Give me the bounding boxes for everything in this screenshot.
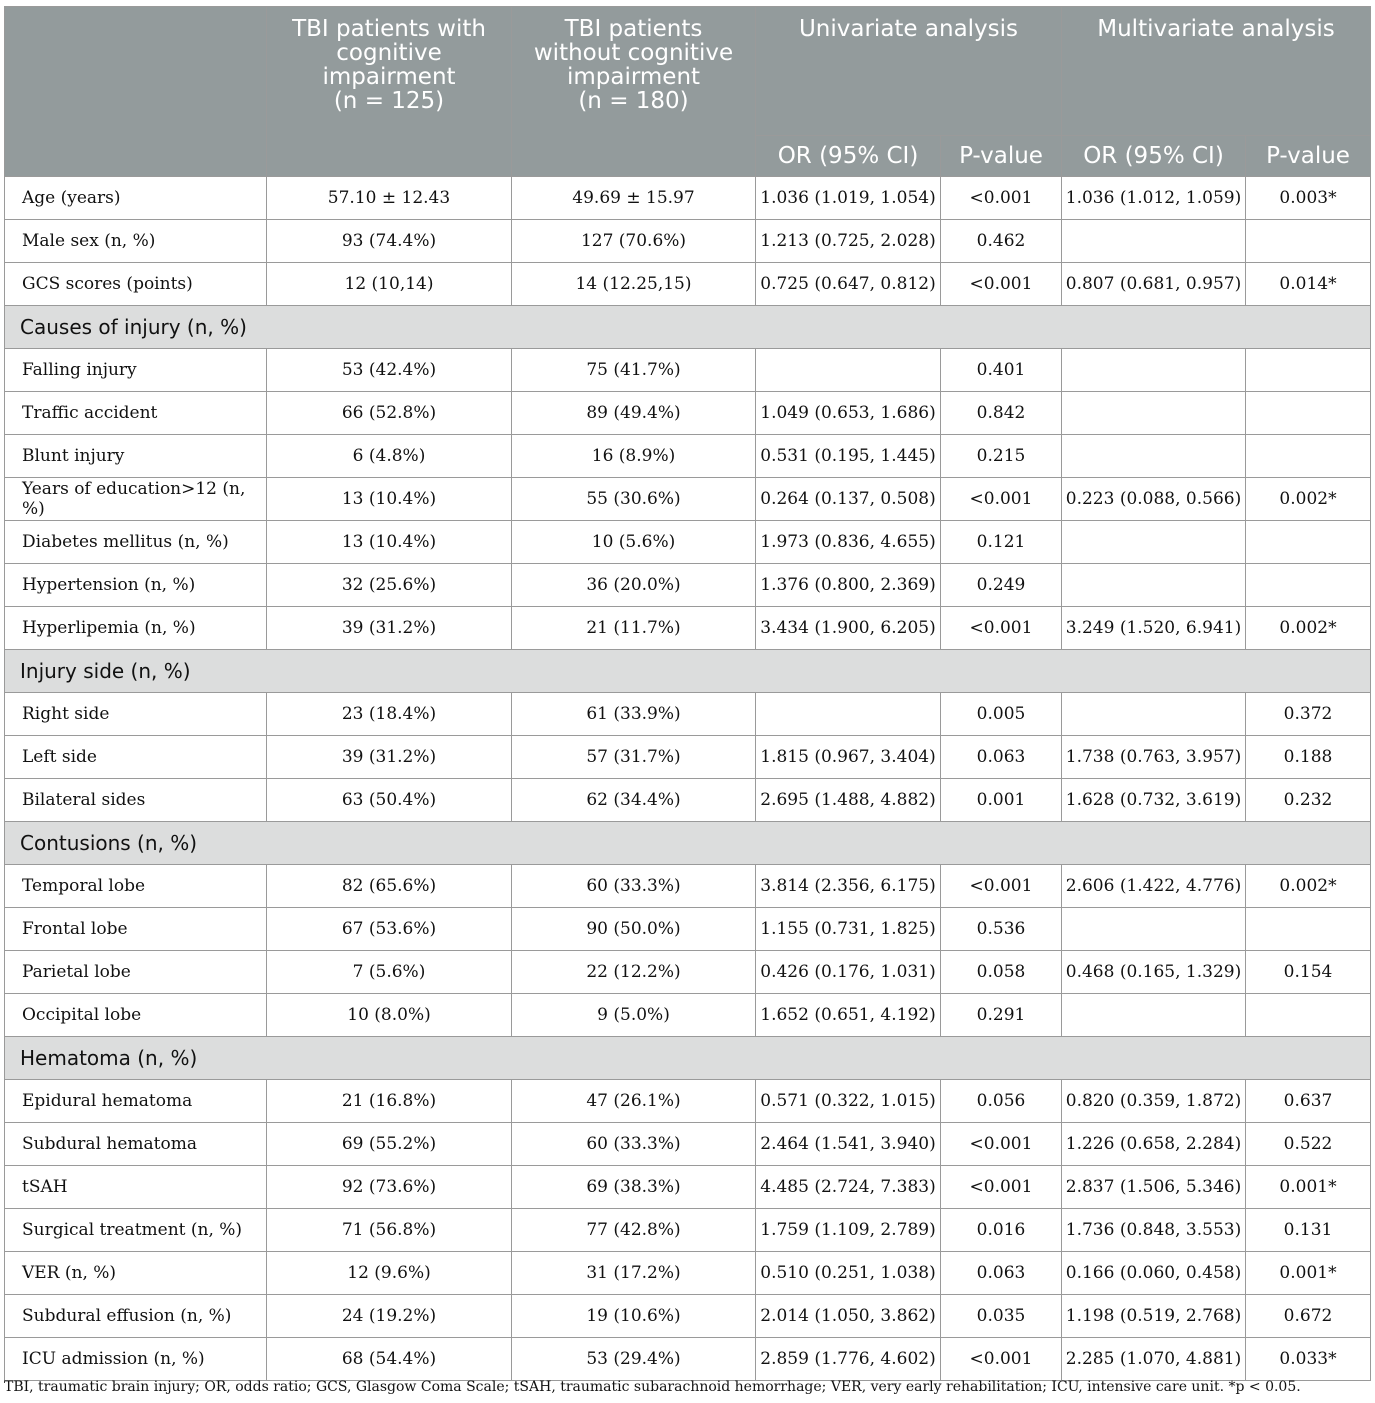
header-univariate-p: P-value xyxy=(941,136,1062,177)
multivariate-or-cell xyxy=(1062,693,1246,736)
multivariate-p-cell: 0.002* xyxy=(1246,478,1371,521)
univariate-p-cell: 0.005 xyxy=(941,693,1062,736)
multivariate-p-cell: 0.001* xyxy=(1246,1166,1371,1209)
section-row xyxy=(5,650,1371,693)
univariate-p-cell: 0.035 xyxy=(941,1295,1062,1338)
multivariate-or-cell xyxy=(1062,435,1246,478)
without-impairment-cell: 9 (5.0%) xyxy=(512,994,756,1037)
table-row xyxy=(5,392,1371,435)
table-row xyxy=(5,779,1371,822)
row-label: Age (years) xyxy=(5,177,267,220)
with-impairment-cell: 39 (31.2%) xyxy=(267,736,512,779)
header-stub xyxy=(5,7,267,177)
header-with-n: (n = 125) xyxy=(333,88,445,114)
without-impairment-cell: 90 (50.0%) xyxy=(512,908,756,951)
with-impairment-cell: 66 (52.8%) xyxy=(267,392,512,435)
row-label: Diabetes mellitus (n, %) xyxy=(5,521,267,564)
with-impairment-cell: 39 (31.2%) xyxy=(267,607,512,650)
multivariate-or-cell: 0.468 (0.165, 1.329) xyxy=(1062,951,1246,994)
univariate-or-cell: 0.531 (0.195, 1.445) xyxy=(756,435,941,478)
univariate-or-cell: 1.049 (0.653, 1.686) xyxy=(756,392,941,435)
univariate-or-cell: 1.759 (1.109, 2.789) xyxy=(756,1209,941,1252)
header-without-impairment xyxy=(512,7,756,177)
multivariate-p-cell xyxy=(1246,220,1371,263)
multivariate-p-cell: 0.372 xyxy=(1246,693,1371,736)
header-without-line2: without cognitive xyxy=(533,40,734,66)
univariate-p-cell: 0.249 xyxy=(941,564,1062,607)
multivariate-or-cell: 2.606 (1.422, 4.776) xyxy=(1062,865,1246,908)
table-row xyxy=(5,177,1371,220)
univariate-p-cell: 0.121 xyxy=(941,521,1062,564)
row-label: Epidural hematoma xyxy=(5,1080,267,1123)
table-row xyxy=(5,349,1371,392)
univariate-p-cell: <0.001 xyxy=(941,478,1062,521)
with-impairment-cell: 32 (25.6%) xyxy=(267,564,512,607)
row-label: Traffic accident xyxy=(5,392,267,435)
multivariate-p-cell: 0.188 xyxy=(1246,736,1371,779)
row-label: Hyperlipemia (n, %) xyxy=(5,607,267,650)
row-label: Frontal lobe xyxy=(5,908,267,951)
with-impairment-cell: 57.10 ± 12.43 xyxy=(267,177,512,220)
with-impairment-cell: 23 (18.4%) xyxy=(267,693,512,736)
section-heading-causes: Causes of injury (n, %) xyxy=(5,306,1371,349)
header-multivariate-or: OR (95% CI) xyxy=(1062,136,1246,177)
multivariate-or-cell: 1.198 (0.519, 2.768) xyxy=(1062,1295,1246,1338)
table-row xyxy=(5,564,1371,607)
with-impairment-cell: 93 (74.4%) xyxy=(267,220,512,263)
without-impairment-cell: 47 (26.1%) xyxy=(512,1080,756,1123)
row-label: Occipital lobe xyxy=(5,994,267,1037)
univariate-p-cell: 0.291 xyxy=(941,994,1062,1037)
multivariate-or-cell: 0.166 (0.060, 0.458) xyxy=(1062,1252,1246,1295)
with-impairment-cell: 53 (42.4%) xyxy=(267,349,512,392)
with-impairment-cell: 71 (56.8%) xyxy=(267,1209,512,1252)
multivariate-p-cell: 0.637 xyxy=(1246,1080,1371,1123)
multivariate-or-cell: 2.285 (1.070, 4.881) xyxy=(1062,1338,1246,1381)
row-label: Blunt injury xyxy=(5,435,267,478)
multivariate-p-cell: 0.002* xyxy=(1246,865,1371,908)
header-with-impairment xyxy=(267,7,512,177)
table-row xyxy=(5,1295,1371,1338)
header-multivariate: Multivariate analysis xyxy=(1062,7,1371,136)
univariate-or-cell: 2.859 (1.776, 4.602) xyxy=(756,1338,941,1381)
row-label: Subdural effusion (n, %) xyxy=(5,1295,267,1338)
multivariate-p-cell: 0.001* xyxy=(1246,1252,1371,1295)
section-row xyxy=(5,1037,1371,1080)
without-impairment-cell: 53 (29.4%) xyxy=(512,1338,756,1381)
row-label: Subdural hematoma xyxy=(5,1123,267,1166)
multivariate-p-cell: 0.154 xyxy=(1246,951,1371,994)
multivariate-p-cell xyxy=(1246,392,1371,435)
table-row xyxy=(5,1166,1371,1209)
multivariate-or-cell: 3.249 (1.520, 6.941) xyxy=(1062,607,1246,650)
table-row xyxy=(5,1080,1371,1123)
header-with-line1: TBI patients with xyxy=(292,16,486,42)
univariate-or-cell: 3.814 (2.356, 6.175) xyxy=(756,865,941,908)
row-label: Years of education>12 (n, %) xyxy=(5,478,267,521)
univariate-p-cell: <0.001 xyxy=(941,1166,1062,1209)
row-label: Hypertension (n, %) xyxy=(5,564,267,607)
univariate-p-cell: <0.001 xyxy=(941,865,1062,908)
without-impairment-cell: 55 (30.6%) xyxy=(512,478,756,521)
univariate-or-cell: 0.725 (0.647, 0.812) xyxy=(756,263,941,306)
with-impairment-cell: 12 (9.6%) xyxy=(267,1252,512,1295)
without-impairment-cell: 127 (70.6%) xyxy=(512,220,756,263)
table-row xyxy=(5,1338,1371,1381)
multivariate-or-cell: 2.837 (1.506, 5.346) xyxy=(1062,1166,1246,1209)
table-row xyxy=(5,1123,1371,1166)
table-row xyxy=(5,865,1371,908)
multivariate-or-cell: 1.226 (0.658, 2.284) xyxy=(1062,1123,1246,1166)
univariate-p-cell: 0.401 xyxy=(941,349,1062,392)
multivariate-p-cell: 0.232 xyxy=(1246,779,1371,822)
univariate-p-cell: 0.063 xyxy=(941,1252,1062,1295)
row-label: VER (n, %) xyxy=(5,1252,267,1295)
multivariate-p-cell xyxy=(1246,435,1371,478)
without-impairment-cell: 36 (20.0%) xyxy=(512,564,756,607)
table-row xyxy=(5,693,1371,736)
table-row xyxy=(5,994,1371,1037)
with-impairment-cell: 21 (16.8%) xyxy=(267,1080,512,1123)
univariate-p-cell: <0.001 xyxy=(941,607,1062,650)
without-impairment-cell: 89 (49.4%) xyxy=(512,392,756,435)
table-row xyxy=(5,435,1371,478)
univariate-p-cell: 0.063 xyxy=(941,736,1062,779)
univariate-or-cell: 1.652 (0.651, 4.192) xyxy=(756,994,941,1037)
univariate-or-cell: 2.014 (1.050, 3.862) xyxy=(756,1295,941,1338)
section-heading-contusions: Contusions (n, %) xyxy=(5,822,1371,865)
multivariate-or-cell: 1.736 (0.848, 3.553) xyxy=(1062,1209,1246,1252)
header-without-n: (n = 180) xyxy=(578,88,689,114)
univariate-p-cell: 0.056 xyxy=(941,1080,1062,1123)
with-impairment-cell: 12 (10,14) xyxy=(267,263,512,306)
univariate-p-cell: <0.001 xyxy=(941,1338,1062,1381)
with-impairment-cell: 13 (10.4%) xyxy=(267,478,512,521)
with-impairment-cell: 24 (19.2%) xyxy=(267,1295,512,1338)
header-without-line3: impairment xyxy=(566,64,701,90)
with-impairment-cell: 7 (5.6%) xyxy=(267,951,512,994)
univariate-or-cell: 2.695 (1.488, 4.882) xyxy=(756,779,941,822)
multivariate-p-cell: 0.002* xyxy=(1246,607,1371,650)
univariate-p-cell: 0.016 xyxy=(941,1209,1062,1252)
univariate-or-cell: 1.036 (1.019, 1.054) xyxy=(756,177,941,220)
multivariate-or-cell xyxy=(1062,349,1246,392)
multivariate-p-cell xyxy=(1246,994,1371,1037)
multivariate-or-cell xyxy=(1062,392,1246,435)
multivariate-or-cell: 1.738 (0.763, 3.957) xyxy=(1062,736,1246,779)
row-label: Male sex (n, %) xyxy=(5,220,267,263)
row-label: Temporal lobe xyxy=(5,865,267,908)
without-impairment-cell: 75 (41.7%) xyxy=(512,349,756,392)
univariate-p-cell: 0.001 xyxy=(941,779,1062,822)
univariate-or-cell xyxy=(756,693,941,736)
without-impairment-cell: 22 (12.2%) xyxy=(512,951,756,994)
table-row xyxy=(5,951,1371,994)
results-table xyxy=(4,6,1371,1381)
univariate-or-cell: 1.213 (0.725, 2.028) xyxy=(756,220,941,263)
multivariate-or-cell: 1.628 (0.732, 3.619) xyxy=(1062,779,1246,822)
header-univariate: Univariate analysis xyxy=(756,7,1062,136)
univariate-p-cell: 0.536 xyxy=(941,908,1062,951)
row-label: tSAH xyxy=(5,1166,267,1209)
row-label: Left side xyxy=(5,736,267,779)
section-row xyxy=(5,306,1371,349)
with-impairment-cell: 67 (53.6%) xyxy=(267,908,512,951)
row-label: Right side xyxy=(5,693,267,736)
without-impairment-cell: 60 (33.3%) xyxy=(512,1123,756,1166)
with-impairment-cell: 69 (55.2%) xyxy=(267,1123,512,1166)
multivariate-or-cell xyxy=(1062,521,1246,564)
multivariate-or-cell xyxy=(1062,564,1246,607)
without-impairment-cell: 62 (34.4%) xyxy=(512,779,756,822)
table-body xyxy=(5,177,1371,1381)
row-label: Surgical treatment (n, %) xyxy=(5,1209,267,1252)
multivariate-or-cell: 0.223 (0.088, 0.566) xyxy=(1062,478,1246,521)
without-impairment-cell: 14 (12.25,15) xyxy=(512,263,756,306)
with-impairment-cell: 92 (73.6%) xyxy=(267,1166,512,1209)
without-impairment-cell: 60 (33.3%) xyxy=(512,865,756,908)
multivariate-or-cell xyxy=(1062,994,1246,1037)
univariate-p-cell: 0.462 xyxy=(941,220,1062,263)
table-row xyxy=(5,521,1371,564)
with-impairment-cell: 82 (65.6%) xyxy=(267,865,512,908)
multivariate-p-cell xyxy=(1246,564,1371,607)
with-impairment-cell: 63 (50.4%) xyxy=(267,779,512,822)
without-impairment-cell: 57 (31.7%) xyxy=(512,736,756,779)
multivariate-or-cell xyxy=(1062,908,1246,951)
univariate-or-cell: 1.155 (0.731, 1.825) xyxy=(756,908,941,951)
univariate-or-cell: 0.426 (0.176, 1.031) xyxy=(756,951,941,994)
univariate-or-cell: 4.485 (2.724, 7.383) xyxy=(756,1166,941,1209)
with-impairment-cell: 13 (10.4%) xyxy=(267,521,512,564)
row-label: Parietal lobe xyxy=(5,951,267,994)
table-row xyxy=(5,1252,1371,1295)
header-multivariate-p: P-value xyxy=(1246,136,1371,177)
table-row xyxy=(5,263,1371,306)
with-impairment-cell: 10 (8.0%) xyxy=(267,994,512,1037)
table-row xyxy=(5,908,1371,951)
without-impairment-cell: 69 (38.3%) xyxy=(512,1166,756,1209)
univariate-p-cell: <0.001 xyxy=(941,1123,1062,1166)
multivariate-p-cell: 0.033* xyxy=(1246,1338,1371,1381)
table-row xyxy=(5,1209,1371,1252)
multivariate-or-cell: 0.820 (0.359, 1.872) xyxy=(1062,1080,1246,1123)
multivariate-p-cell xyxy=(1246,349,1371,392)
univariate-p-cell: <0.001 xyxy=(941,263,1062,306)
univariate-or-cell xyxy=(756,349,941,392)
row-label: ICU admission (n, %) xyxy=(5,1338,267,1381)
univariate-or-cell: 1.815 (0.967, 3.404) xyxy=(756,736,941,779)
multivariate-p-cell: 0.131 xyxy=(1246,1209,1371,1252)
without-impairment-cell: 61 (33.9%) xyxy=(512,693,756,736)
section-row xyxy=(5,822,1371,865)
row-label: GCS scores (points) xyxy=(5,263,267,306)
univariate-p-cell: <0.001 xyxy=(941,177,1062,220)
multivariate-or-cell: 1.036 (1.012, 1.059) xyxy=(1062,177,1246,220)
without-impairment-cell: 10 (5.6%) xyxy=(512,521,756,564)
table-row xyxy=(5,478,1371,521)
without-impairment-cell: 16 (8.9%) xyxy=(512,435,756,478)
univariate-or-cell: 0.510 (0.251, 1.038) xyxy=(756,1252,941,1295)
without-impairment-cell: 31 (17.2%) xyxy=(512,1252,756,1295)
univariate-or-cell: 2.464 (1.541, 3.940) xyxy=(756,1123,941,1166)
univariate-p-cell: 0.842 xyxy=(941,392,1062,435)
multivariate-p-cell: 0.522 xyxy=(1246,1123,1371,1166)
row-label: Bilateral sides xyxy=(5,779,267,822)
table-header xyxy=(5,7,1371,177)
table-row xyxy=(5,220,1371,263)
with-impairment-cell: 68 (54.4%) xyxy=(267,1338,512,1381)
without-impairment-cell: 19 (10.6%) xyxy=(512,1295,756,1338)
univariate-p-cell: 0.215 xyxy=(941,435,1062,478)
without-impairment-cell: 77 (42.8%) xyxy=(512,1209,756,1252)
univariate-or-cell: 1.376 (0.800, 2.369) xyxy=(756,564,941,607)
multivariate-p-cell xyxy=(1246,521,1371,564)
table-footnote: TBI, traumatic brain injury; OR, odds ratio; GCS, Glasgow Coma Scale; tSAH, traumatic subarachnoid hemorrhage; VER, very early rehabilitation; ICU, intensive care unit. *p < 0.05. xyxy=(4,1379,1301,1395)
table-row xyxy=(5,736,1371,779)
multivariate-p-cell: 0.003* xyxy=(1246,177,1371,220)
univariate-p-cell: 0.058 xyxy=(941,951,1062,994)
header-univariate-or: OR (95% CI) xyxy=(756,136,941,177)
table-row xyxy=(5,607,1371,650)
multivariate-p-cell: 0.672 xyxy=(1246,1295,1371,1338)
multivariate-p-cell: 0.014* xyxy=(1246,263,1371,306)
section-heading-side: Injury side (n, %) xyxy=(5,650,1371,693)
header-without-line1: TBI patients xyxy=(564,16,703,42)
row-label: Falling injury xyxy=(5,349,267,392)
univariate-or-cell: 0.571 (0.322, 1.015) xyxy=(756,1080,941,1123)
univariate-or-cell: 0.264 (0.137, 0.508) xyxy=(756,478,941,521)
section-heading-hematoma: Hematoma (n, %) xyxy=(5,1037,1371,1080)
without-impairment-cell: 21 (11.7%) xyxy=(512,607,756,650)
multivariate-p-cell xyxy=(1246,908,1371,951)
header-with-line2: cognitive xyxy=(336,40,442,66)
header-with-line3: impairment xyxy=(322,64,456,90)
univariate-or-cell: 3.434 (1.900, 6.205) xyxy=(756,607,941,650)
without-impairment-cell: 49.69 ± 15.97 xyxy=(512,177,756,220)
multivariate-or-cell xyxy=(1062,220,1246,263)
with-impairment-cell: 6 (4.8%) xyxy=(267,435,512,478)
univariate-or-cell: 1.973 (0.836, 4.655) xyxy=(756,521,941,564)
multivariate-or-cell: 0.807 (0.681, 0.957) xyxy=(1062,263,1246,306)
